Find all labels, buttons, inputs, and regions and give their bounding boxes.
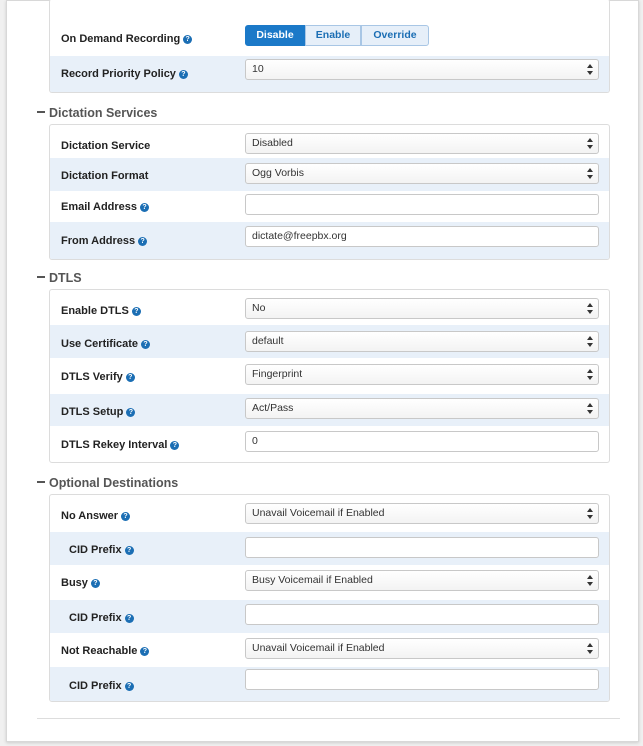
use-certificate-row [50, 325, 609, 358]
enable-button[interactable]: Enable [305, 25, 361, 46]
select-arrows-icon [587, 303, 593, 314]
select-arrows-icon [587, 336, 593, 347]
busy-row [50, 565, 609, 600]
not-reachable-cid-label: CID Prefix ? [69, 680, 134, 692]
dictation-section-header[interactable]: Dictation Services [37, 106, 157, 120]
dictation-format-select[interactable]: Ogg Vorbis [245, 163, 599, 184]
dtls-panel [49, 289, 610, 463]
enable-dtls-label: Enable DTLS ? [61, 305, 141, 317]
help-icon[interactable]: ? [132, 307, 141, 316]
dictation-format-row [50, 158, 609, 191]
use-certificate-label: Use Certificate ? [61, 338, 150, 350]
help-icon[interactable]: ? [121, 512, 130, 521]
dtls-rekey-row [50, 426, 609, 462]
dtls-verify-select[interactable]: Fingerprint [245, 364, 599, 385]
help-icon[interactable]: ? [126, 373, 135, 382]
from-address-label: From Address ? [61, 235, 147, 247]
select-arrows-icon [587, 643, 593, 654]
dtls-rekey-label: DTLS Rekey Interval ? [61, 439, 179, 451]
select-arrows-icon [587, 575, 593, 586]
busy-cid-row [50, 600, 609, 633]
disable-button[interactable]: Disable [245, 25, 305, 46]
not-reachable-cid-input[interactable] [245, 669, 599, 690]
on-demand-recording-label: On Demand Recording ? [61, 33, 192, 45]
no-answer-cid-label: CID Prefix ? [69, 544, 134, 556]
dtls-verify-row [50, 358, 609, 394]
select-arrows-icon [587, 168, 593, 179]
busy-cid-label: CID Prefix ? [69, 612, 134, 624]
busy-label: Busy ? [61, 577, 100, 589]
select-arrows-icon [587, 64, 593, 75]
dictation-service-label: Dictation Service [61, 140, 151, 152]
help-icon[interactable]: ? [126, 408, 135, 417]
not-reachable-label: Not Reachable ? [61, 645, 149, 657]
no-answer-label: No Answer ? [61, 510, 130, 522]
dtls-setup-label: DTLS Setup ? [61, 406, 135, 418]
help-icon[interactable]: ? [125, 614, 134, 623]
settings-card [6, 0, 639, 742]
help-icon[interactable]: ? [179, 70, 188, 79]
on-demand-recording-toggle [245, 25, 429, 46]
not-reachable-select[interactable]: Unavail Voicemail if Enabled [245, 638, 599, 659]
collapse-dash-icon [37, 276, 45, 278]
no-answer-cid-row [50, 532, 609, 565]
select-arrows-icon [587, 138, 593, 149]
select-arrows-icon [587, 508, 593, 519]
help-icon[interactable]: ? [141, 340, 150, 349]
email-address-label: Email Address ? [61, 201, 149, 213]
override-button[interactable]: Override [361, 25, 429, 46]
not-reachable-cid-row [50, 667, 609, 701]
record-priority-select[interactable]: 10 [245, 59, 599, 80]
dictation-format-label: Dictation Format [61, 170, 149, 182]
dictation-service-row [50, 125, 609, 158]
help-icon[interactable]: ? [125, 546, 134, 555]
enable-dtls-select[interactable]: No [245, 298, 599, 319]
busy-select[interactable]: Busy Voicemail if Enabled [245, 570, 599, 591]
help-icon[interactable]: ? [140, 203, 149, 212]
collapse-dash-icon [37, 481, 45, 483]
dictation-panel [49, 124, 610, 260]
enable-dtls-row [50, 290, 609, 325]
from-address-row [50, 222, 609, 259]
help-icon[interactable]: ? [138, 237, 147, 246]
help-icon[interactable]: ? [183, 35, 192, 44]
busy-cid-input[interactable] [245, 604, 599, 625]
email-address-input[interactable] [245, 194, 599, 215]
dtls-rekey-input[interactable]: 0 [245, 431, 599, 452]
record-priority-label: Record Priority Policy ? [61, 68, 188, 80]
record-priority-row [50, 56, 609, 92]
dtls-verify-label: DTLS Verify ? [61, 371, 135, 383]
select-arrows-icon [587, 369, 593, 380]
not-reachable-row [50, 633, 609, 667]
use-certificate-select[interactable]: default [245, 331, 599, 352]
dtls-setup-row [50, 394, 609, 426]
on-demand-recording-row [50, 0, 609, 56]
dictation-service-select[interactable]: Disabled [245, 133, 599, 154]
destinations-panel [49, 494, 610, 702]
destinations-section-header[interactable]: Optional Destinations [37, 476, 178, 490]
no-answer-select[interactable]: Unavail Voicemail if Enabled [245, 503, 599, 524]
no-answer-cid-input[interactable] [245, 537, 599, 558]
no-answer-row [50, 495, 609, 532]
email-address-row [50, 191, 609, 222]
from-address-input[interactable]: dictate@freepbx.org [245, 226, 599, 247]
panel-divider [37, 718, 620, 719]
help-icon[interactable]: ? [140, 647, 149, 656]
help-icon[interactable]: ? [91, 579, 100, 588]
recording-panel [49, 0, 610, 93]
help-icon[interactable]: ? [170, 441, 179, 450]
select-arrows-icon [587, 403, 593, 414]
collapse-dash-icon [37, 111, 45, 113]
help-icon[interactable]: ? [125, 682, 134, 691]
dtls-setup-select[interactable]: Act/Pass [245, 398, 599, 419]
dtls-section-header[interactable]: DTLS [37, 271, 82, 285]
